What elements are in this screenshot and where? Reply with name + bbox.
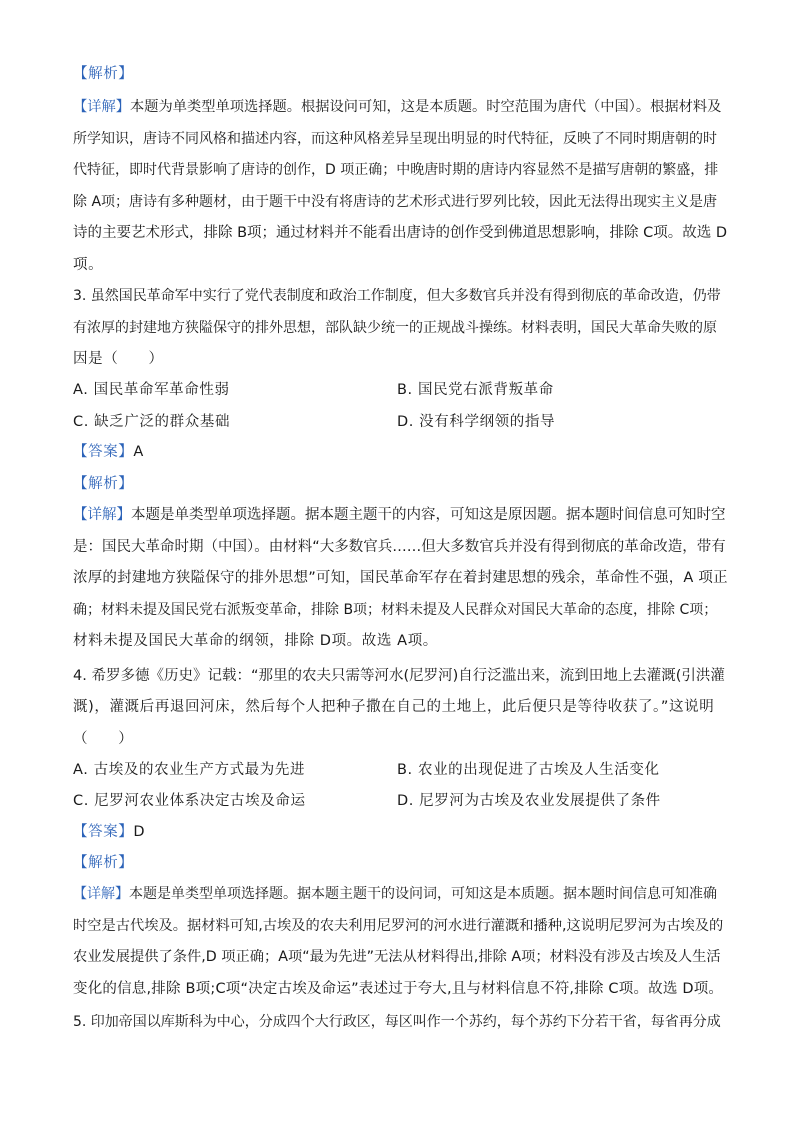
question-4-stem: 4. 希罗多德《历史》记载：“那里的农夫只需等河水(尼罗河)自行泛滥出来，流到田地上去灌溉(引洪灌: [73, 668, 725, 684]
detail-line: 农业发展提供了条件,D 项正确；A项“最为先进”无法从材料得出,排除 A项；材料没有涉及古埃及人生活: [73, 949, 721, 965]
detail-line: 诗的主要艺术形式，排除 B项；通过材料并不能看出唐诗的创作受到佛道思想影响，排除 C项。故选 D: [73, 225, 728, 241]
detail-line: 确；材料未提及国民党右派叛变革命，排除 B项；材料未提及人民群众对国民大革命的态度，排除 C项；: [73, 602, 718, 618]
analysis-label: 【解析】: [73, 476, 134, 492]
detail-line: 【详解】本题为单类型单项选择题。根据设问可知，这是本质题。时空范围为唐代（中国）。根据材料及: [73, 99, 722, 115]
question-4-stem: 溉)，灌溉后再退回河床，然后每个人把种子撒在自己的土地上，此后便只是等待收获了。”这说明: [73, 699, 715, 715]
question-4-option-d: D. 尼罗河为古埃及农业发展提供了条件: [397, 793, 661, 809]
detail-line: 是：国民大革命时期（中国）。由材料“大多数官兵……但大多数官兵并没有得到彻底的革命改造，带有: [73, 539, 726, 555]
question-3-option-d: D. 没有科学纲领的指导: [397, 414, 556, 430]
question-3-stem: 3. 虽然国民革命军中实行了党代表制度和政治工作制度，但大多数官兵并没有得到彻底的革命改造，仍带: [73, 288, 721, 304]
detail-line: 浓厚的封建地方狭隘保守的排外思想”可知，国民革命军存在着封建思想的残余，革命性不强，A 项正: [73, 570, 728, 586]
question-4-option-a: A. 古埃及的农业生产方式最为先进: [73, 762, 306, 778]
analysis-label: 【解析】: [73, 855, 134, 871]
detail-line: 变化的信息,排除 B项;C项“决定古埃及命运”表述过于夸大,且与材料信息不符,排除 C项。故选 D项。: [73, 981, 724, 997]
detail-line: 代特征，即时代背景影响了唐诗的创作，D 项正确；中晚唐时期的唐诗内容显然不是描写唐朝的繁盛，排: [73, 162, 719, 178]
detail-line: 时空是古代埃及。据材料可知,古埃及的农夫利用尼罗河的河水进行灌溉和播种,这说明尼罗河为古埃及的: [73, 918, 724, 934]
detail-line: 【详解】本题是单类型单项选择题。据本题主题干的内容，可知这是原因题。据本题时间信息可知时空: [73, 507, 726, 523]
question-4-option-c: C. 尼罗河农业体系决定古埃及命运: [73, 793, 306, 809]
detail-line: 除 A项；唐诗有多种题材，由于题干中没有将唐诗的艺术形式进行罗列比较，因此无法得出现实主义是唐: [73, 194, 718, 210]
detail-line: 【详解】本题是单类型单项选择题。据本题主题干的设问词，可知这是本质题。据本题时间信息可知准确: [73, 886, 717, 902]
detail-line: 所学知识，唐诗不同风格和描述内容，而这种风格差异呈现出明显的时代特征，反映了不同时期唐朝的时: [73, 131, 717, 147]
detail-line: 材料未提及国民大革命的纲领，排除 D项。故选 A项。: [73, 633, 438, 649]
question-3-option-b: B. 国民党右派背叛革命: [397, 382, 554, 398]
question-4-answer: 【答案】D: [73, 824, 146, 840]
detail-line: 项。: [73, 257, 104, 273]
question-4-option-b: B. 农业的出现促进了古埃及人生活变化: [397, 762, 660, 778]
question-5-stem: 5. 印加帝国以库斯科为中心，分成四个大行政区，每区叫作一个苏约，每个苏约下分若干省，每省再分成: [73, 1014, 721, 1030]
question-3-option-c: C. 缺乏广泛的群众基础: [73, 414, 231, 430]
analysis-label: 【解析】: [73, 66, 134, 82]
question-4-stem: （ ）: [73, 731, 134, 747]
question-3-stem: 因是（ ）: [73, 351, 164, 367]
question-3-answer: 【答案】A: [73, 444, 144, 460]
question-3-stem: 有浓厚的封建地方狭隘保守的排外思想，部队缺少统一的正规战斗操练。材料表明，国民大革命失败的原: [73, 320, 717, 336]
question-3-option-a: A. 国民革命军革命性弱: [73, 382, 230, 398]
